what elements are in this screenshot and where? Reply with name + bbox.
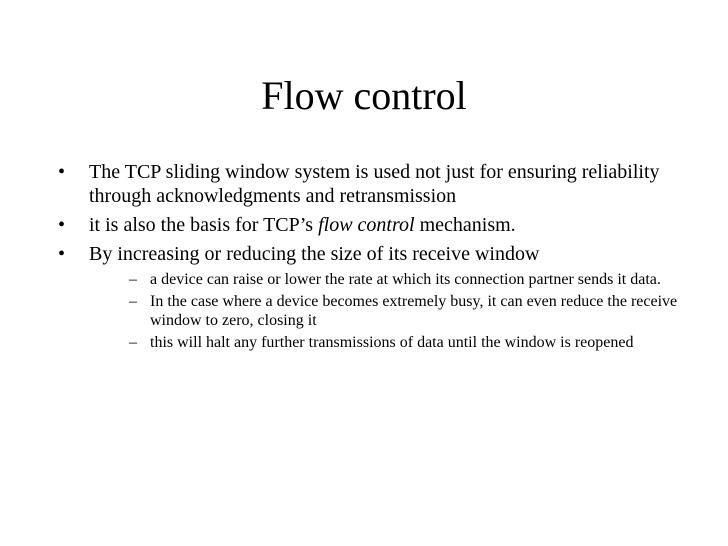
bullet-item-sliding-window	[58, 160, 678, 208]
sub-bullet-marker: –	[129, 293, 137, 310]
slide-title: Flow control	[261, 73, 467, 118]
bullet-item-flow-control	[58, 213, 678, 237]
sub-bullet-text: a device can raise or lower the rate at which its connection partner sends it data.	[150, 271, 661, 288]
sub-bullet-text: this will halt any further transmissions of data until the window is reopened	[150, 334, 634, 351]
bullet-text-before: it is also the basis for TCP’s	[89, 214, 319, 236]
sub-bullet-text: In the case where a device becomes extremely busy, it can even reduce the receive window to zero, closing it	[150, 293, 678, 329]
sub-bullet-item-rate	[89, 270, 678, 289]
bullet-text: The TCP sliding window system is used not just for ensuring reliability through acknowledgments and retransmission	[89, 161, 660, 207]
sub-bullet-marker: –	[129, 271, 137, 288]
bullet-text: By increasing or reducing the size of its receive window	[89, 243, 540, 265]
bullet-marker: •	[58, 243, 66, 265]
sub-bullet-list	[89, 270, 678, 352]
bullet-marker: •	[58, 214, 66, 236]
sub-bullet-item-halt	[89, 333, 678, 352]
bullet-marker: •	[58, 161, 66, 183]
bullet-item-receive-window	[58, 242, 678, 352]
bullet-text-after: mechanism.	[414, 214, 516, 236]
bullet-list	[58, 160, 678, 357]
bullet-text-emphasis: flow control	[318, 214, 415, 236]
sub-bullet-item-zero-window	[89, 292, 678, 330]
bullet-text	[89, 214, 516, 236]
sub-bullet-marker: –	[129, 334, 137, 351]
